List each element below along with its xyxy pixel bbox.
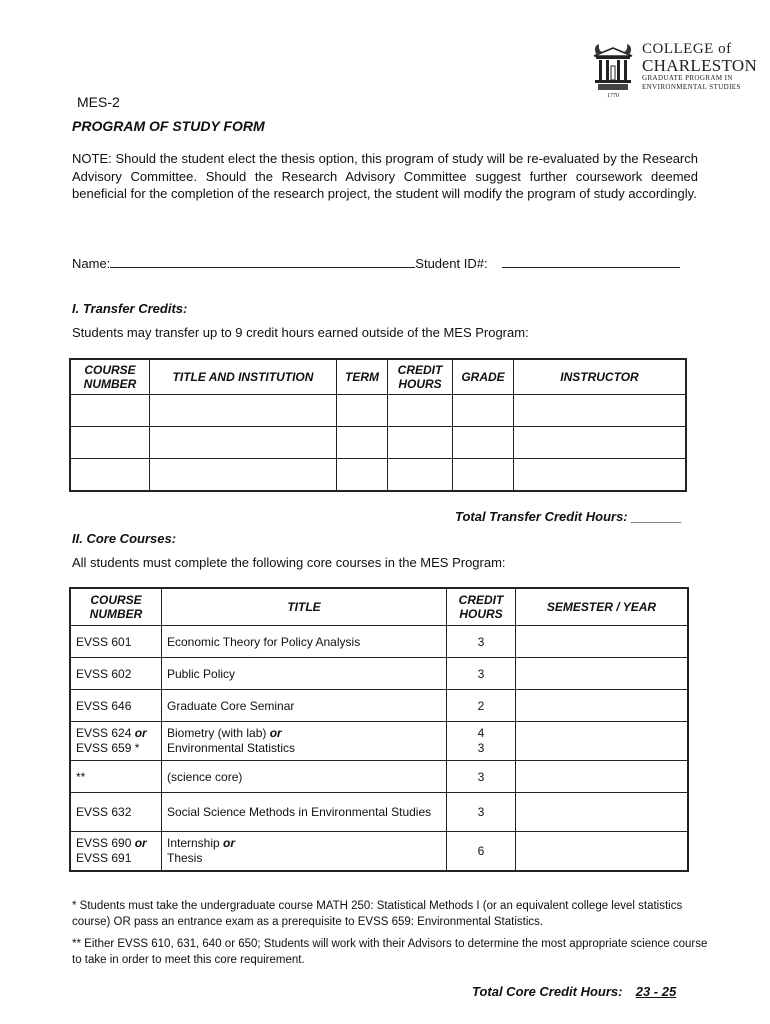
core-total-value: 23 - 25 <box>635 984 677 999</box>
credit-hours: 3 <box>477 805 485 819</box>
col-title-institution: TITLE AND INSTITUTION <box>150 359 337 395</box>
seal-year: 1770 <box>607 93 619 98</box>
table-cell[interactable] <box>337 427 388 459</box>
col-instructor: INSTRUCTOR <box>514 359 687 395</box>
logo-line-3: GRADUATE PROGRAM IN <box>642 74 733 82</box>
table-cell[interactable] <box>388 459 453 492</box>
credit-hours: 3 <box>477 666 485 681</box>
table-row <box>70 793 688 832</box>
table-cell[interactable] <box>514 459 687 492</box>
course-number: EVSS 624 <box>76 726 132 740</box>
semester-year-cell[interactable] <box>516 658 689 690</box>
name-row <box>72 253 680 271</box>
table-row <box>70 626 688 658</box>
course-number: ** <box>76 769 86 784</box>
col-credit-hours: CREDIT HOURS <box>388 359 453 395</box>
course-title: Biometry (with lab) <box>167 726 267 740</box>
transfer-header-row <box>70 359 686 395</box>
student-id-label: Student ID#: <box>415 256 488 271</box>
table-cell[interactable] <box>388 427 453 459</box>
core-total-label: Total Core Credit Hours: <box>472 984 623 999</box>
semester-year-cell[interactable] <box>516 626 689 658</box>
table-cell[interactable] <box>337 395 388 427</box>
course-title: Public Policy <box>167 666 236 681</box>
table-cell[interactable] <box>388 395 453 427</box>
col-semester-year: SEMESTER / YEAR <box>516 588 689 626</box>
table-cell[interactable] <box>70 427 150 459</box>
logo-line-1: COLLEGE of <box>642 41 732 57</box>
or-label: or <box>269 726 282 740</box>
course-title: (science core) <box>167 769 243 784</box>
logo-line-2: CHARLESTON <box>642 56 758 75</box>
table-row <box>70 832 688 872</box>
course-number: EVSS 646 <box>76 698 132 713</box>
transfer-table <box>69 358 687 492</box>
course-number: EVSS 602 <box>76 666 132 681</box>
credit-hours: 4 <box>477 726 485 740</box>
table-cell[interactable] <box>70 395 150 427</box>
transfer-intro: Students may transfer up to 9 credit hours earned outside of the MES Program: <box>72 325 529 340</box>
col-title: TITLE <box>162 588 447 626</box>
core-total <box>472 984 676 999</box>
col-course-number: COURSE NUMBER <box>70 359 150 395</box>
course-title-alt: Environmental Statistics <box>167 741 296 755</box>
semester-year-cell[interactable] <box>516 722 689 761</box>
table-cell[interactable] <box>453 427 514 459</box>
credit-hours-alt: 3 <box>477 741 485 755</box>
core-table <box>69 587 689 872</box>
note-paragraph: NOTE: Should the student elect the thesis option, this program of study will be re-evaluated by the Research Advisory Committee. Should the Research Advisory Committee suggest further coursework deemed beneficial for the completion of the research project, the student will modify the program of study accordingly. <box>72 151 698 201</box>
course-number: EVSS 601 <box>76 634 132 649</box>
table-cell[interactable] <box>453 459 514 492</box>
table-row <box>70 427 686 459</box>
table-cell[interactable] <box>453 395 514 427</box>
credit-hours: 3 <box>477 634 485 649</box>
table-cell[interactable] <box>70 459 150 492</box>
transfer-heading: I. Transfer Credits: <box>72 301 188 316</box>
table-cell[interactable] <box>150 395 337 427</box>
or-label: or <box>134 726 147 740</box>
table-row <box>70 761 688 793</box>
core-heading: II. Core Courses: <box>72 531 177 546</box>
course-number-alt: EVSS 659 * <box>76 741 140 755</box>
semester-year-cell[interactable] <box>516 832 689 872</box>
table-row <box>70 395 686 427</box>
transfer-total: Total Transfer Credit Hours: _______ <box>455 509 682 524</box>
table-row <box>70 690 688 722</box>
col-term: TERM <box>337 359 388 395</box>
col-credit-hours: CREDIT HOURS <box>447 588 516 626</box>
col-grade: GRADE <box>453 359 514 395</box>
col-course-number: COURSE NUMBER <box>70 588 162 626</box>
footnote-science-core: ** Either EVSS 610, 631, 640 or 650; Students will work with their Advisors to determine the most appropriate science course to take in order to meet this core requirement. <box>72 938 708 966</box>
course-title: Social Science Methods in Environmental Studies <box>167 804 432 819</box>
or-label: or <box>134 836 147 850</box>
form-code: MES-2 <box>77 94 120 110</box>
semester-year-cell[interactable] <box>516 690 689 722</box>
table-row <box>70 658 688 690</box>
credit-hours: 6 <box>477 844 485 858</box>
college-logo <box>590 41 758 98</box>
name-label: Name: <box>72 256 111 271</box>
credit-hours: 3 <box>477 769 485 784</box>
course-number-alt: EVSS 691 <box>76 851 132 865</box>
form-title: PROGRAM OF STUDY FORM <box>72 118 265 134</box>
student-id-field[interactable] <box>502 253 680 268</box>
college-seal-icon <box>590 42 636 98</box>
table-row <box>70 722 688 761</box>
course-title: Economic Theory for Policy Analysis <box>167 634 361 649</box>
logo-line-4: ENVIRONMENTAL STUDIES <box>642 83 741 91</box>
table-cell[interactable] <box>514 427 687 459</box>
semester-year-cell[interactable] <box>516 761 689 793</box>
core-header-row <box>70 588 688 626</box>
table-cell[interactable] <box>150 459 337 492</box>
or-label: or <box>223 836 236 850</box>
course-number: EVSS 632 <box>76 805 132 819</box>
footnote-math250: * Students must take the undergraduate course MATH 250: Statistical Methods I (or an equivalent college level statistics course) OR pass an entrance exam as a prerequisite to EVSS 659: Environmental Statistics. <box>72 900 683 928</box>
table-cell[interactable] <box>150 427 337 459</box>
course-title: Internship <box>167 836 220 850</box>
course-number: EVSS 690 <box>76 836 132 850</box>
table-cell[interactable] <box>514 395 687 427</box>
name-field[interactable] <box>110 253 415 268</box>
table-cell[interactable] <box>337 459 388 492</box>
course-title-alt: Thesis <box>167 851 203 865</box>
credit-hours: 2 <box>477 698 485 713</box>
course-title: Graduate Core Seminar <box>167 698 295 713</box>
core-intro: All students must complete the following core courses in the MES Program: <box>72 555 506 570</box>
semester-year-cell[interactable] <box>516 793 689 832</box>
table-row <box>70 459 686 492</box>
